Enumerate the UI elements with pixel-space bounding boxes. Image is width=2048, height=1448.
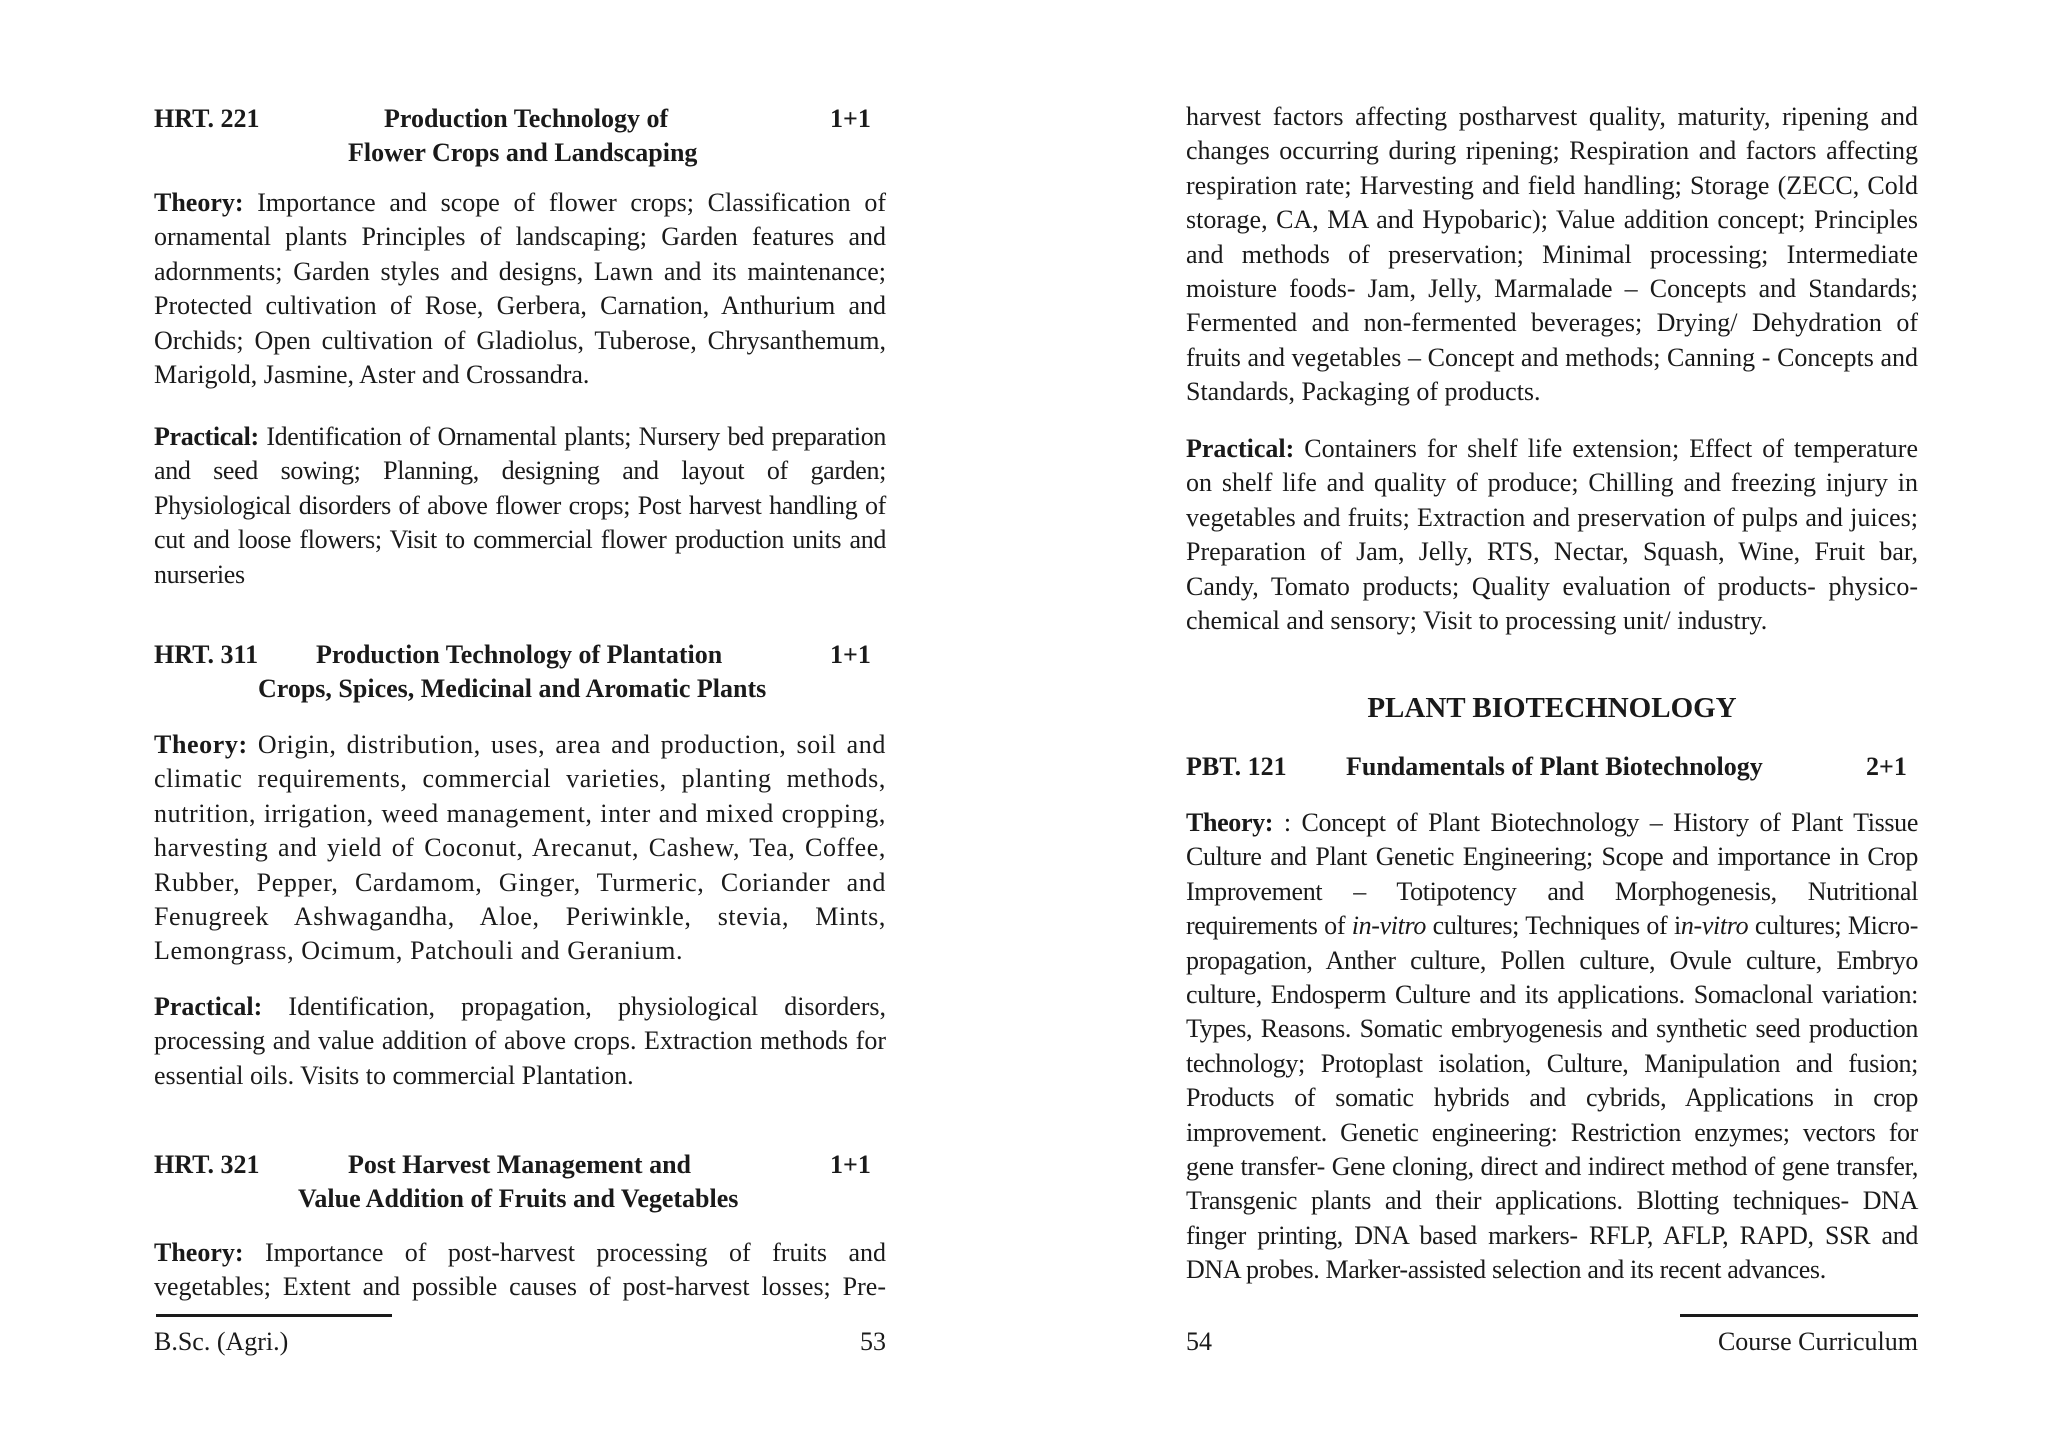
course-code: HRT. 321 bbox=[154, 1150, 260, 1179]
course-title-line1: Production Technology of bbox=[384, 104, 669, 133]
practical-label: Practical: bbox=[1186, 434, 1295, 463]
course-title-line2: Crops, Spices, Medicinal and Aromatic Plants bbox=[258, 674, 767, 703]
theory-text: Importance and scope of flower crops; Classification of ornamental plants Principles of landscaping; Garden features and adornments; Garden styles and designs, Lawn and its maintenance; Protected cultivation of Rose, Gerbera, Carnation, Anthurium and Orchids; Open cultivation of Gladiolus, Tuberose, Chrysanthemum, Marigold, Jasmine, Aster and Crossandra. bbox=[154, 188, 887, 390]
footer-rule bbox=[156, 1314, 392, 1317]
theory-label: Theory: bbox=[154, 730, 248, 759]
course-title-line1: Post Harvest Management and bbox=[348, 1150, 692, 1179]
theory-label: Theory: bbox=[1186, 808, 1274, 837]
right-page bbox=[1186, 0, 1918, 1448]
course-title-line2: Flower Crops and Landscaping bbox=[348, 138, 698, 167]
theory-text: : Concept of Plant Biotechnology – History of Plant Tissue Culture and Plant Genetic Engineering; Scope and importance in Crop Improvement – Totipotency and Morphogenesis, Nutritional requirements of bbox=[1186, 808, 1919, 941]
course-credit: 1+1 bbox=[830, 640, 871, 669]
course-heading-pbt121 bbox=[1186, 750, 1918, 786]
theory-text: cultures; Micro-propagation, Anther culture, Pollen culture, Ovule culture, Embryo culture, Endosperm Culture and its applications. Somaclonal variation: Types, Reasons. Somatic embryogenesis and synthetic seed production technology; Protoplast isolation, Culture, Manipulation and fusion; Products of somatic hybrids and cybrids, Applications in crop improvement. Genetic engineering: Restriction enzymes; vectors for gene transfer- Gene cloning, direct and indirect method of gene transfer, Transgenic plants and their applications. Blotting techniques- DNA finger printing, DNA based markers- RFLP, AFLP, RAPD, SSR and DNA probes. Marker-assisted selection and its recent advances. bbox=[1186, 911, 1918, 1285]
theory-paragraph bbox=[154, 728, 886, 969]
course-credit: 1+1 bbox=[830, 104, 871, 133]
theory-label: Theory: bbox=[154, 1238, 244, 1267]
practical-text: Identification, propagation, physiological disorders, processing and value addition of above crops. Extraction methods for essential oils. Visits to commercial Plantation. bbox=[154, 992, 887, 1090]
course-code: PBT. 121 bbox=[1186, 752, 1287, 781]
theory-text: Origin, distribution, uses, area and production, soil and climatic requirements, commercial varieties, planting methods, nutrition, irrigation, weed management, inter and mixed cropping, harvesting and yield of Coconut, Arecanut, Cashew, Tea, Coffee, Rubber, Pepper, Cardamom, Ginger, Turmeric, Coriander and Fenugreek Ashwagandha, Aloe, Periwinkle, stevia, Mints, Lemongrass, Ocimum, Patchouli and Geranium. bbox=[154, 730, 886, 966]
practical-text: Identification of Ornamental plants; Nursery bed preparation and seed sowing; Planning, designing and layout of garden; Physiological disorders of above flower crops; Post harvest handling of cut and loose flowers; Visit to commercial flower production units and nurseries bbox=[154, 422, 886, 589]
practical-label: Practical: bbox=[154, 422, 259, 451]
footer-right-text: Course Curriculum bbox=[1717, 1327, 1918, 1356]
course-credit: 1+1 bbox=[830, 1150, 871, 1179]
page-number: 54 bbox=[1186, 1327, 1212, 1356]
footer-left-text: B.Sc. (Agri.) bbox=[154, 1327, 289, 1356]
practical-paragraph bbox=[154, 420, 886, 592]
course-title-line1: Production Technology of Plantation bbox=[316, 640, 723, 669]
course-heading-hrt311 bbox=[154, 638, 886, 708]
theory-paragraph bbox=[1186, 806, 1918, 1288]
theory-paragraph bbox=[154, 186, 886, 392]
theory-text: Importance of post-harvest processing of fruits and vegetables; Extent and possible causes of post-harvest losses; Pre- bbox=[154, 1238, 886, 1302]
left-page bbox=[154, 0, 886, 1448]
practical-label: Practical: bbox=[154, 992, 263, 1021]
continuation-paragraph: harvest factors affecting postharvest quality, maturity, ripening and changes occurring during ripening; Respiration and factors affecting respiration rate; Harvesting and field handling; Storage (ZECC, Cold storage, CA, MA and Hypobaric); Value addition concept; Principles and methods of preservation; Minimal processing; Intermediate moisture foods- Jam, Jelly, Marmalade – Concepts and Standards; Fermented and non-fermented beverages; Drying/ Dehydration of fruits and vegetables – Concept and methods; Canning - Concepts and Standards, Packaging of products. bbox=[1186, 102, 1918, 407]
page-number: 53 bbox=[860, 1327, 886, 1356]
practical-paragraph bbox=[154, 990, 886, 1093]
theory-text: cultures; Techniques of i bbox=[1426, 911, 1681, 941]
practical-paragraph bbox=[1186, 432, 1918, 638]
section-title: PLANT BIOTECHNOLOGY bbox=[1367, 692, 1737, 724]
italic-term: n-vitro bbox=[1680, 911, 1749, 941]
course-title-line2: Value Addition of Fruits and Vegetables bbox=[298, 1184, 739, 1213]
theory-label: Theory: bbox=[154, 188, 244, 217]
course-code: HRT. 311 bbox=[154, 640, 259, 669]
theory-paragraph bbox=[154, 1236, 886, 1305]
footer-rule bbox=[1680, 1314, 1918, 1317]
italic-term: in-vitro bbox=[1351, 911, 1427, 941]
practical-text: Containers for shelf life extension; Effect of temperature on shelf life and quality of produce; Chilling and freezing injury in vegetables and fruits; Extraction and preservation of pulps and juices; Preparation of Jam, Jelly, RTS, Nectar, Squash, Wine, Fruit bar, Candy, Tomato products; Quality evaluation of products- physico-chemical and sensory; Visit to processing unit/ industry. bbox=[1186, 434, 1918, 636]
course-heading-hrt221 bbox=[154, 102, 886, 172]
course-credit: 2+1 bbox=[1866, 752, 1907, 781]
course-title: Fundamentals of Plant Biotechnology bbox=[1346, 752, 1763, 781]
course-heading-hrt321 bbox=[154, 1148, 886, 1218]
course-code: HRT. 221 bbox=[154, 104, 260, 133]
